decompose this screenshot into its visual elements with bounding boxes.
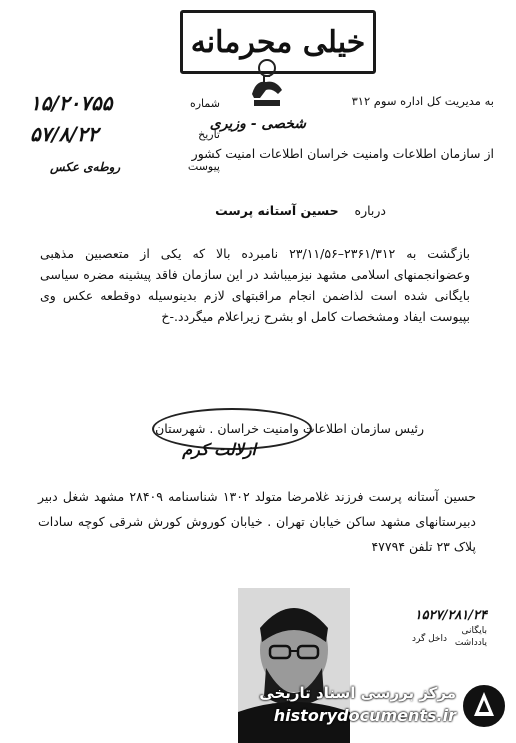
card-label-1: بایگانی: [461, 626, 487, 636]
subject-label: درباره: [354, 203, 386, 218]
number-row: [30, 91, 220, 119]
subject-line: [215, 203, 386, 218]
body-paragraph: بازگشت به ۲۳۶۱/۳۱۲–۲۳/۱۱/۵۶ نامبرده بالا که یکی از متعصبین مذهبی وعضوانجمنهای اسلامی مشهد نیزمیباشد در این سازمان فاقد پیشینه مضره سیاسی بایگانی شده است لذاضمن انجام مراقبتهای لازم بدینوسیله دوقطعه عکس وی بپیوست ایفاد ومشخصات کامل او بشرح زیراعلام میگردد.-خ: [40, 246, 470, 324]
watermark: [238, 680, 516, 743]
number-value: ۱۵/۲۰۷۵۵: [30, 91, 113, 115]
attachment-value: روطه‌ی عکس: [50, 160, 121, 174]
card-label-3: داخل گرد: [411, 634, 447, 644]
signature-handwriting: ازلالت کرم: [182, 440, 256, 459]
card-number: ۱۵۲۷/۲۸۱/۲۴: [414, 608, 487, 623]
number-label: شماره: [189, 97, 220, 110]
watermark-title: مرکز بررسی اسناد تاریخی: [259, 684, 456, 702]
lion-and-sun-emblem-icon: [246, 54, 288, 110]
stamp-text: خیلی محرمانه: [190, 24, 366, 60]
attachment-row: [30, 160, 220, 182]
date-label: تاریخ: [198, 128, 220, 141]
subject-value: حسین آستانه پرست: [215, 203, 339, 218]
details-paragraph: حسین آستانه پرست فرزند غلامرضا متولد ۱۳۰۲ شناسنامه ۲۸۴۰۹ مشهد شغل دبیر دبیرستانهای مشهد ساکن خیابان تهران . خیابان کوروش کورش شرقی کوچه سادات پلاک ۲۳ تلفن ۴۷۷۹۴: [38, 489, 476, 554]
card-label-2: یادداشت: [454, 638, 487, 648]
watermark-url: historydocuments.ir: [273, 706, 456, 725]
signature-line: رئیس سازمان اطلاعات وامنیت خراسان . شهرستان: [155, 421, 424, 436]
photo-card-stamp: [357, 608, 487, 648]
sender-line: از سازمان اطلاعات وامنیت خراسان اطلاعات امنیت کشور: [191, 146, 494, 161]
handwritten-note: شخصی - وزیری: [209, 116, 306, 132]
recipient-line: به مدیریت کل اداره سوم ۳۱۲: [351, 94, 494, 108]
attachment-label: پیوست: [187, 160, 220, 173]
date-row: [30, 122, 220, 150]
date-value: ۵۷/۸/۲۲: [30, 122, 99, 146]
archive-logo-icon: [460, 682, 508, 730]
